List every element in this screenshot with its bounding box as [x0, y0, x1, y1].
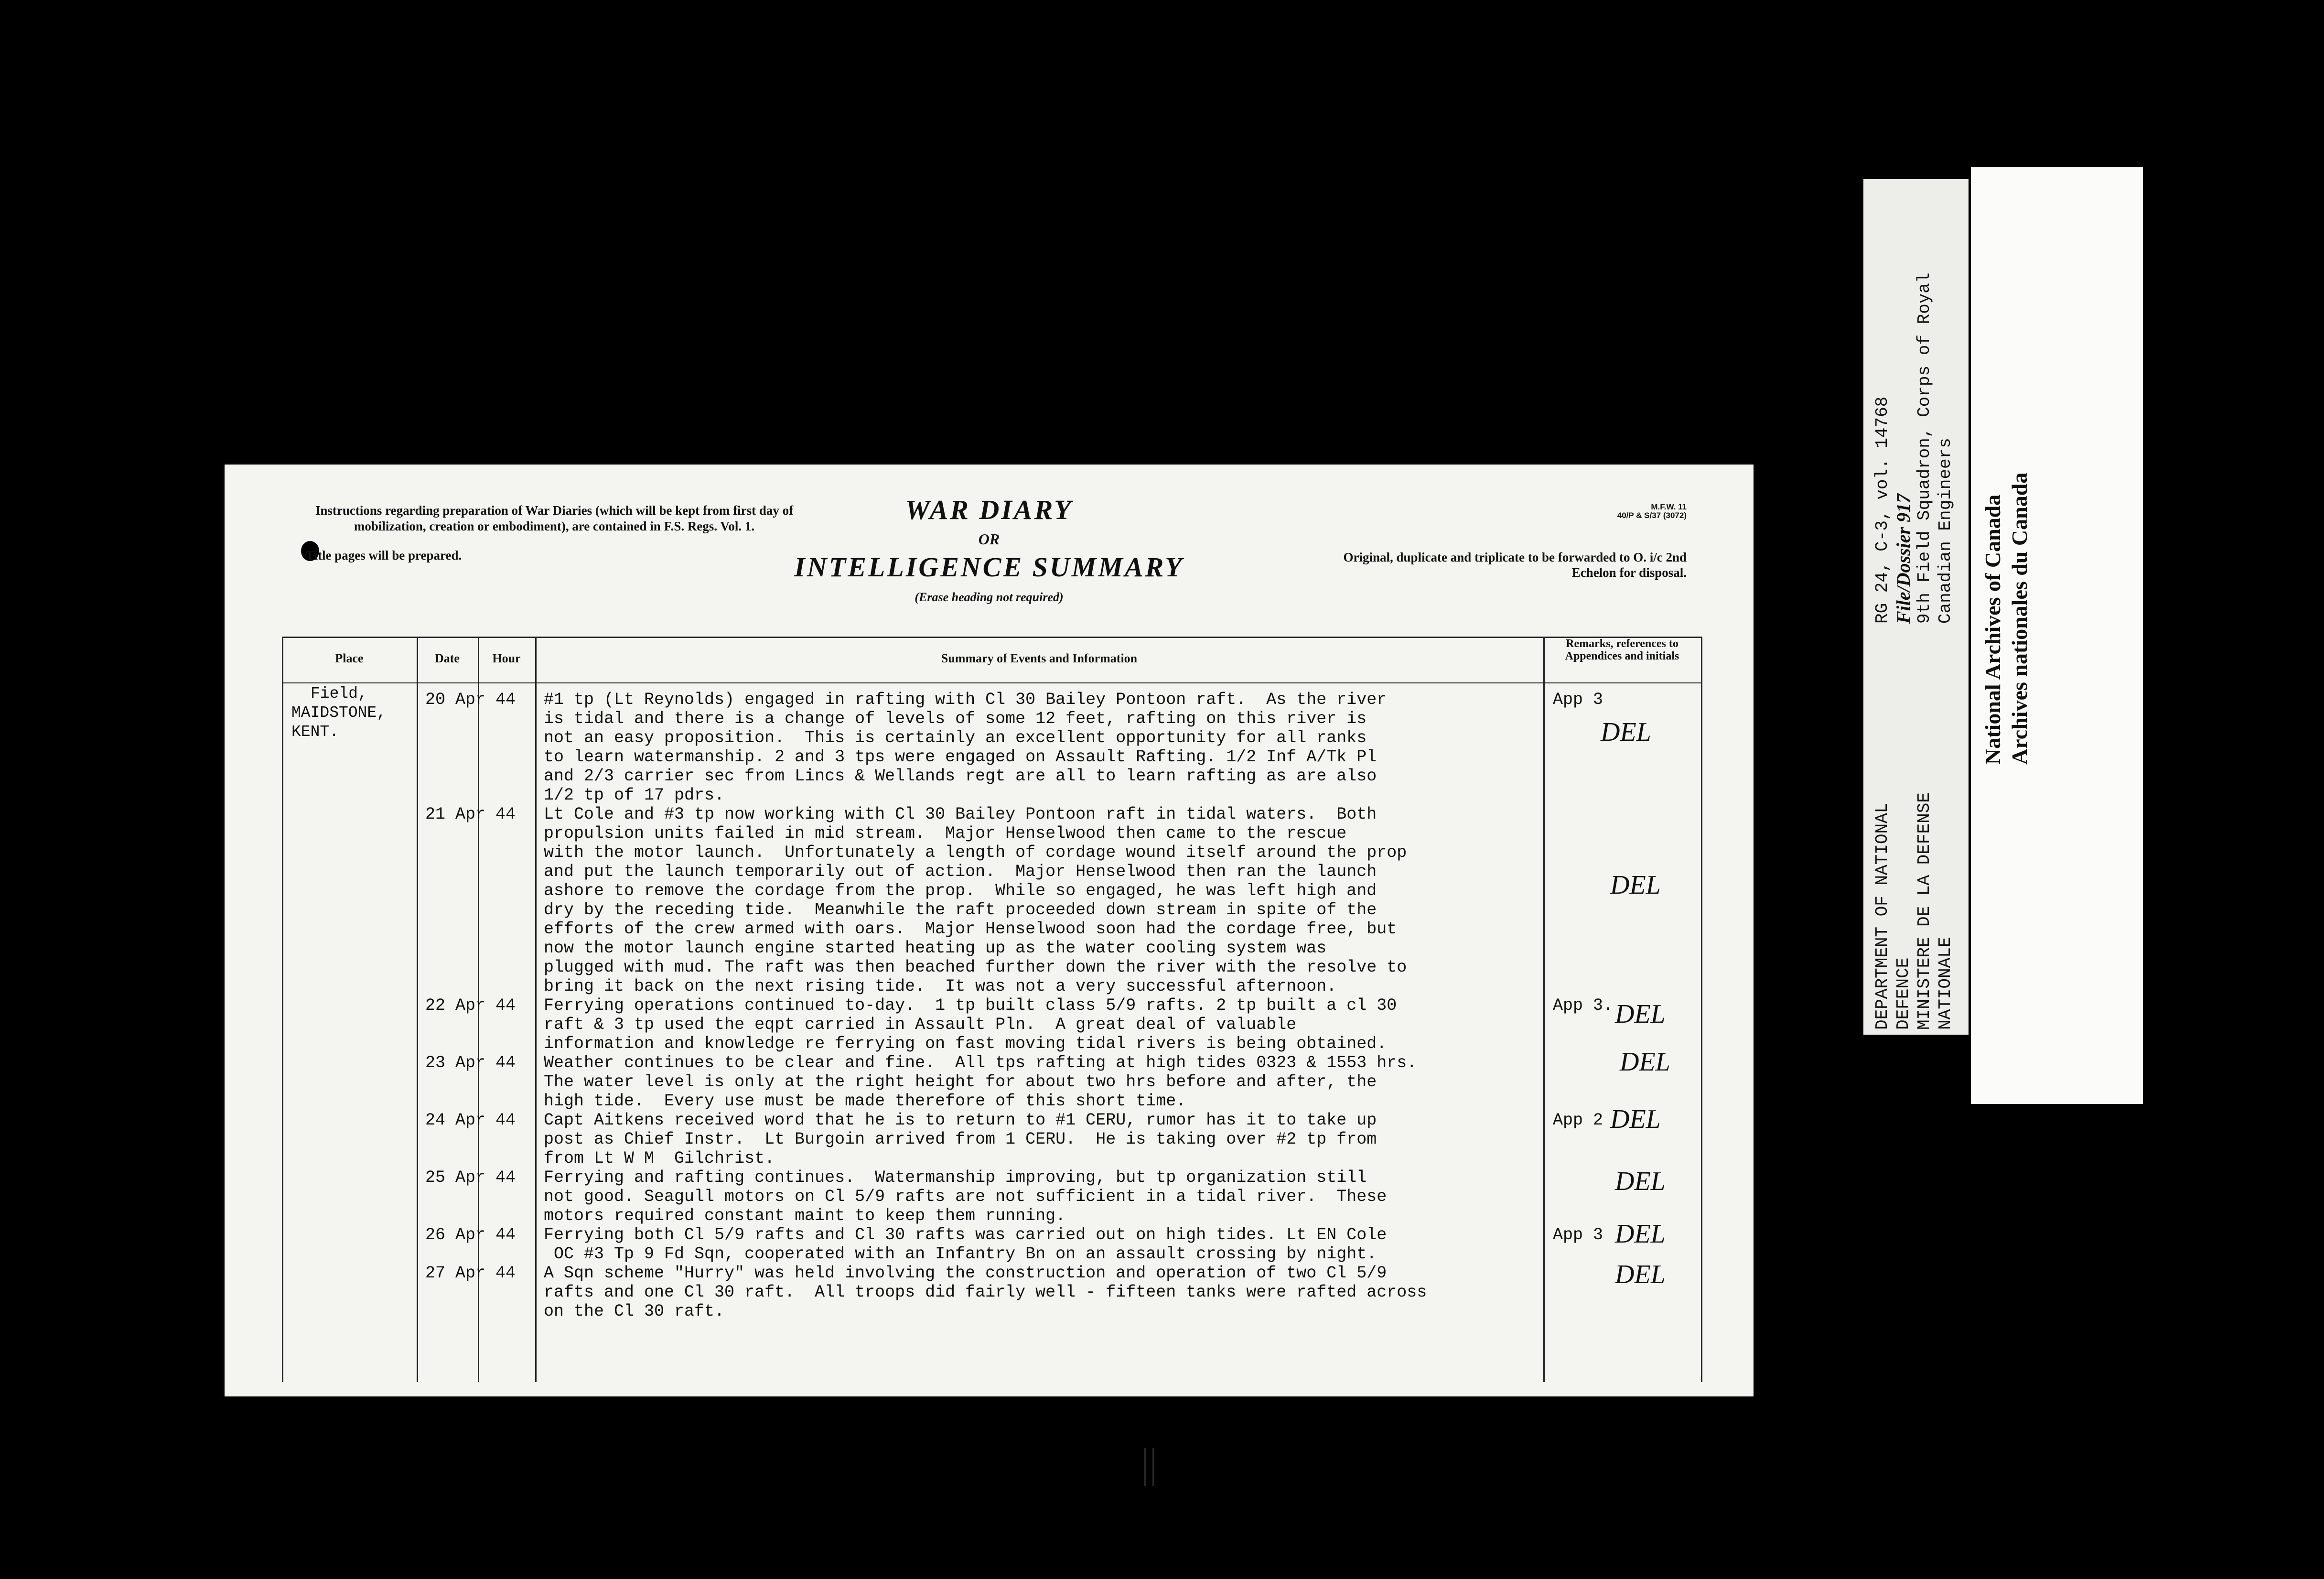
place-line: KENT.	[291, 723, 339, 741]
entry-summary	[544, 1111, 1538, 1168]
department-line: NATIONALE	[1936, 937, 1955, 1030]
table-header-rule	[282, 682, 1701, 683]
summary-line: propulsion units failed in mid stream. Major Henselwood then came to the rescue	[544, 824, 1347, 843]
summary-line: plugged with mud. The raft was then beached further down the river with the resolve to	[544, 958, 1407, 977]
entry-summary	[544, 1225, 1538, 1264]
col-header-place: Place	[335, 651, 364, 665]
summary-line: and 2/3 carrier sec from Lincs & Wellands regt are all to learn rafting as are also	[544, 767, 1377, 786]
col-header-hour: Hour	[492, 651, 521, 665]
title-war-diary: WAR DIARY	[905, 494, 1073, 525]
department-line: MINISTERE DE LA DEFENSE	[1915, 792, 1934, 1030]
nac-name-fr: Archives nationales du Canada	[2007, 472, 2032, 765]
place-line: Field,	[311, 685, 367, 703]
summary-line: not good. Seagull motors on Cl 5/9 rafts are not sufficient in a tidal river. These	[544, 1187, 1387, 1206]
handwritten-initials: DEL	[1615, 1219, 1666, 1249]
handwritten-initials: DEL	[1610, 870, 1661, 900]
diary-title	[702, 493, 1276, 606]
diary-entry-row	[282, 1047, 1701, 1111]
form-number: M.F.W. 11	[1651, 502, 1687, 511]
summary-line: rafts and one Cl 30 raft. All troops did fairly well - fifteen tanks were rafted across	[544, 1283, 1427, 1302]
summary-line: is tidal and there is a change of levels of some 12 feet, rafting on this river is	[544, 709, 1367, 728]
reference-file-handwritten: File/Dossier 917	[1893, 493, 1914, 624]
summary-line: not an easy proposition. This is certainly an excellent opportunity for all ranks	[544, 728, 1367, 747]
disposal-note: Original, duplicate and triplicate to be forwarded to O. i/c 2nd Echelon for disposal.	[1343, 550, 1687, 580]
entry-remark: App 2	[1553, 1111, 1603, 1130]
summary-line: from Lt W M Gilchrist.	[544, 1149, 775, 1168]
entry-summary	[544, 805, 1538, 996]
nac-name-en: National Archives of Canada	[1980, 494, 2005, 765]
title-intelligence-summary: INTELLIGENCE SUMMARY	[794, 552, 1184, 583]
entry-remark: App 3.	[1553, 996, 1614, 1015]
place-line: MAIDSTONE,	[291, 704, 387, 722]
table-top-rule	[282, 637, 1701, 638]
summary-line: high tide. Every use must be made therefore of this short time.	[544, 1092, 1186, 1111]
diary-entry-row	[282, 690, 1701, 805]
summary-line: on the Cl 30 raft.	[544, 1302, 725, 1321]
title-or: OR	[978, 530, 1000, 548]
entry-date: 27 Apr 44	[425, 1264, 516, 1283]
instructions-text: Instructions regarding preparation of War Diaries (which will be kept from first day of mobilization, creation or embodiment), are contained in F.S. Regs. Vol. 1.	[315, 503, 794, 533]
summary-line: with the motor launch. Unfortunately a length of cordage wound itself around the prop	[544, 843, 1407, 862]
summary-line: bring it back on the next rising tide. It was not a very successful afternoon.	[544, 977, 1337, 996]
summary-line: now the motor launch engine started heating up as the water cooling system was	[544, 939, 1327, 958]
diary-entry-row	[282, 1219, 1701, 1264]
archive-label-reference	[1863, 179, 1969, 1035]
entry-summary	[544, 690, 1538, 805]
summary-line: information and knowledge re ferrying on fast moving tidal rivers is being obtained.	[544, 1034, 1387, 1053]
summary-line: and put the launch temporarily out of action. Major Henselwood then ran the launch	[544, 862, 1377, 881]
entry-summary	[544, 1264, 1538, 1321]
summary-line: #1 tp (Lt Reynolds) engaged in rafting with Cl 30 Bailey Pontoon raft. As the river	[544, 690, 1387, 709]
title-erase-note: (Erase heading not required)	[915, 590, 1064, 604]
summary-line: dry by the receding tide. Meanwhile the raft proceeded down stream in spite of the	[544, 900, 1377, 919]
summary-line: Ferrying and rafting continues. Watermanship improving, but tp organization still	[544, 1168, 1367, 1187]
summary-line: Capt Aitkens received word that he is to return to #1 CERU, rumor has it to take up	[544, 1111, 1377, 1130]
reference-line: RG 24, C-3, vol. 14768	[1872, 396, 1892, 624]
summary-line: efforts of the crew armed with oars. Major Henselwood soon had the cordage free, but	[544, 919, 1397, 939]
entry-date: 22 Apr 44	[425, 996, 516, 1015]
entry-date: 25 Apr 44	[425, 1168, 516, 1187]
department-line: DEFENCE	[1894, 957, 1913, 1030]
department-block	[1872, 792, 1956, 1030]
entry-date: 23 Apr 44	[425, 1053, 516, 1072]
summary-line: A Sqn scheme "Hurry" was held involving the construction and operation of two Cl 5/9	[544, 1264, 1387, 1283]
diary-entry-row	[282, 805, 1701, 996]
title-pages-note: Title pages will be prepared.	[306, 548, 462, 562]
diary-entry-row	[282, 996, 1701, 1053]
handwritten-initials: DEL	[1601, 717, 1651, 747]
entry-remark: App 3	[1553, 690, 1603, 709]
handwritten-initials: DEL	[1615, 1260, 1666, 1289]
war-diary-sheet	[225, 465, 1754, 1396]
col-header-date: Date	[435, 651, 460, 665]
form-reference: 40/P & S/37 (3072)	[1617, 511, 1687, 520]
summary-line: The water level is only at the right height for about two hrs before and after, the	[544, 1072, 1377, 1092]
handwritten-initials: DEL	[1615, 1167, 1666, 1196]
summary-line: Weather continues to be clear and fine. All tps rafting at high tides 0323 & 1553 hrs.	[544, 1053, 1417, 1072]
entry-remark: App 3	[1553, 1225, 1603, 1244]
summary-line: post as Chief Instr. Lt Burgoin arrived from 1 CERU. He is taking over #2 tp from	[544, 1130, 1377, 1149]
diary-entries	[282, 690, 1701, 1321]
diary-entry-row	[282, 1260, 1701, 1321]
reference-line: 9th Field Squadron, Corps of Royal	[1915, 272, 1934, 624]
col-rule	[1701, 637, 1702, 1382]
diary-entry-row	[282, 1104, 1701, 1168]
entry-summary	[544, 996, 1538, 1053]
entry-date: 24 Apr 44	[425, 1111, 516, 1130]
diary-table	[282, 637, 1701, 1392]
col-header-summary: Summary of Events and Information	[941, 651, 1138, 665]
entry-date: 20 Apr 44	[425, 690, 516, 709]
reference-line: Canadian Engineers	[1936, 438, 1955, 624]
handwritten-initials: DEL	[1615, 999, 1666, 1029]
summary-line: OC #3 Tp 9 Fd Sqn, cooperated with an Infantry Bn on an assault crossing by night.	[544, 1244, 1377, 1264]
entry-summary	[544, 1168, 1538, 1225]
summary-line: Ferrying operations continued to-day. 1 tp built class 5/9 rafts. 2 tp built a cl 30	[544, 996, 1397, 1015]
summary-line: raft & 3 tp used the eqpt carried in Assault Pln. A great deal of valuable	[544, 1015, 1297, 1034]
handwritten-initials: DEL	[1610, 1104, 1661, 1134]
entry-date: 26 Apr 44	[425, 1225, 516, 1244]
diary-entry-row	[282, 1168, 1701, 1225]
handwritten-initials: DEL	[1620, 1047, 1670, 1077]
summary-line: motors required constant maint to keep them running.	[544, 1206, 1066, 1225]
entry-date: 21 Apr 44	[425, 805, 516, 824]
archive-label-nac	[1971, 167, 2143, 1104]
summary-line: Ferrying both Cl 5/9 rafts and Cl 30 rafts was carried out on high tides. Lt EN Cole	[544, 1225, 1387, 1244]
entry-summary	[544, 1053, 1538, 1111]
col-header-remarks: Remarks, references to Appendices and initials	[1565, 638, 1679, 662]
summary-line: to learn watermanship. 2 and 3 tps were engaged on Assault Rafting. 1/2 Inf A/Tk Pl	[544, 747, 1377, 767]
reference-block	[1872, 272, 1956, 624]
form-id	[1543, 503, 1687, 520]
summary-line: ashore to remove the cordage from the prop. While so engaged, he was left high and	[544, 881, 1377, 900]
nac-name-block	[1980, 473, 2033, 765]
department-line: DEPARTMENT OF NATIONAL	[1872, 802, 1892, 1030]
summary-line: 1/2 tp of 17 pdrs.	[544, 786, 725, 805]
summary-line: Lt Cole and #3 tp now working with Cl 30 Bailey Pontoon raft in tidal waters. Both	[544, 805, 1377, 824]
filming-tick-marks	[1144, 1448, 1154, 1486]
